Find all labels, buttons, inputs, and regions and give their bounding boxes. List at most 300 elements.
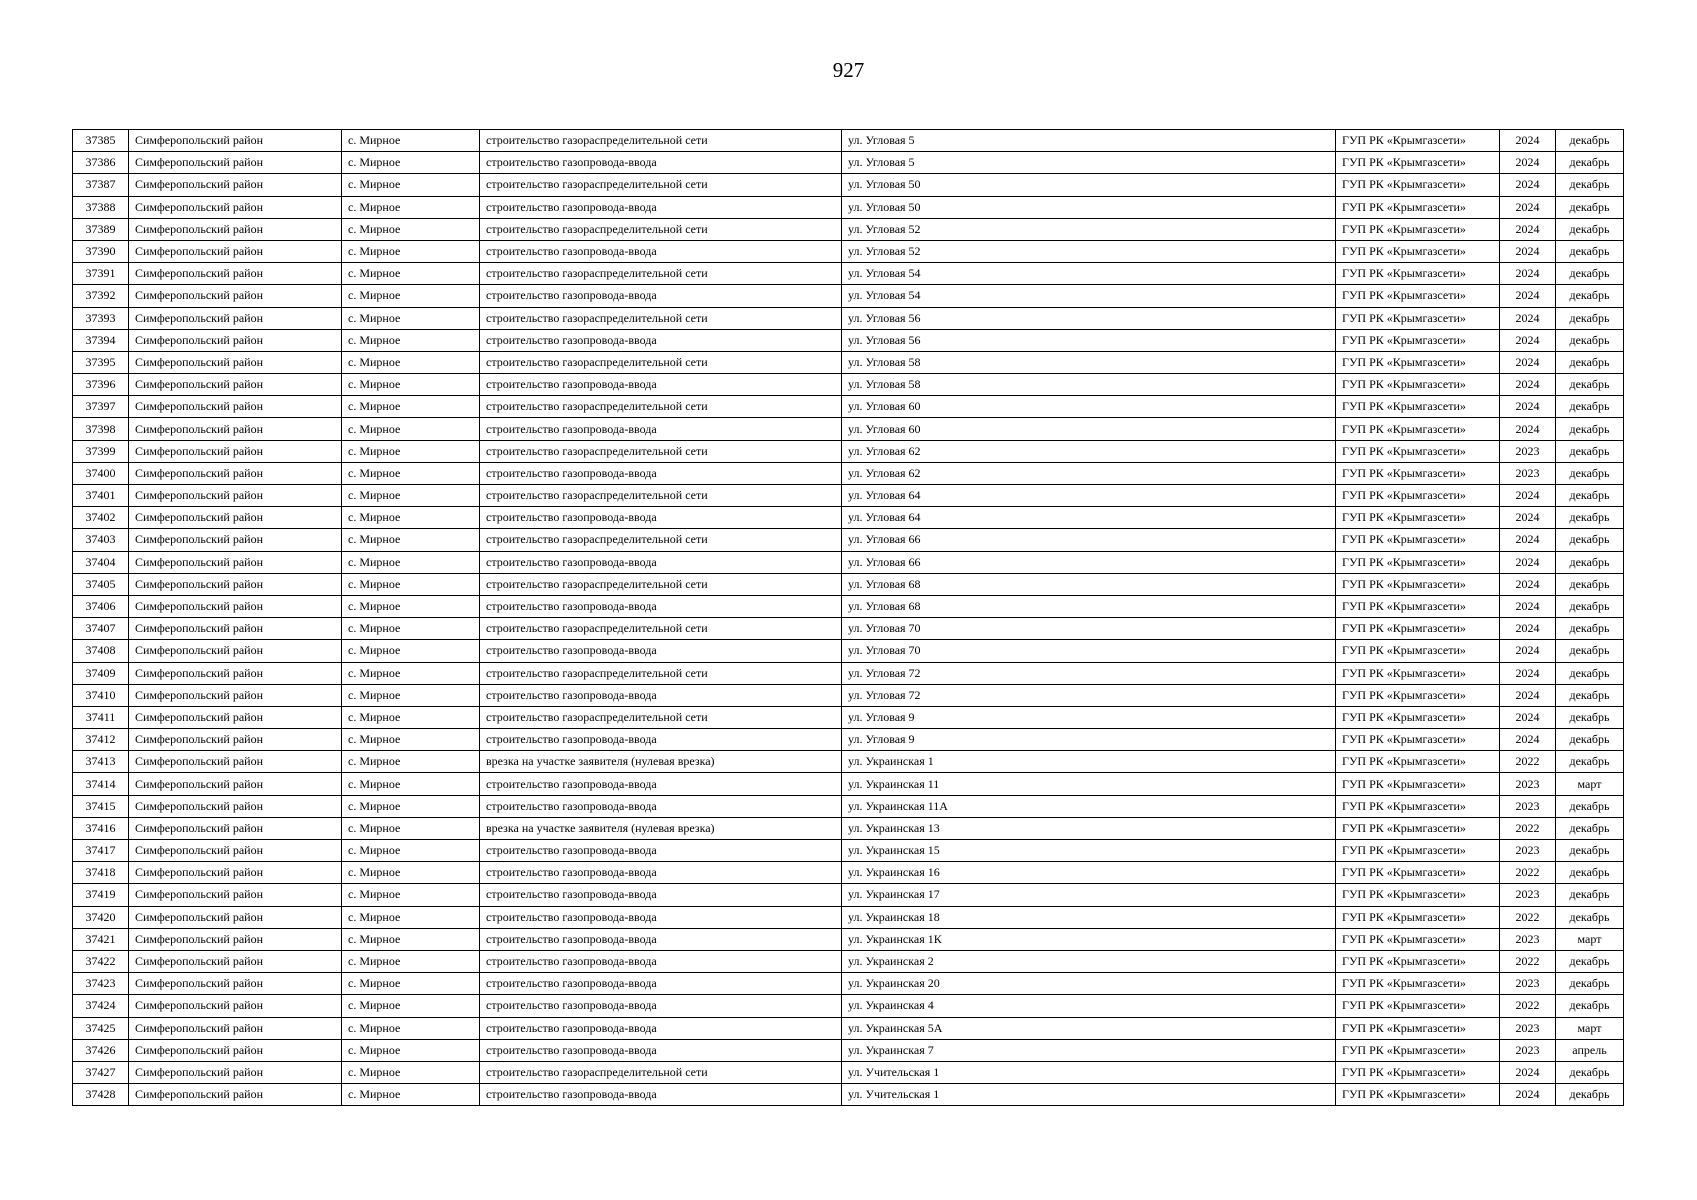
organization-cell: ГУП РК «Крымгазсети»	[1336, 684, 1500, 706]
table-row	[73, 751, 1624, 773]
year-cell: 2024	[1500, 196, 1556, 218]
table-row	[73, 817, 1624, 839]
table-row	[73, 950, 1624, 972]
organization-cell: ГУП РК «Крымгазсети»	[1336, 152, 1500, 174]
address-cell: ул. Украинская 4	[842, 995, 1336, 1017]
address-cell: ул. Угловая 54	[842, 263, 1336, 285]
month-cell: декабрь	[1556, 240, 1624, 262]
month-cell: декабрь	[1556, 729, 1624, 751]
month-cell: декабрь	[1556, 795, 1624, 817]
year-cell: 2022	[1500, 995, 1556, 1017]
table-row	[73, 729, 1624, 751]
year-cell: 2024	[1500, 573, 1556, 595]
month-cell: апрель	[1556, 1039, 1624, 1061]
district-cell: Симферопольский район	[129, 485, 342, 507]
address-cell: ул. Угловая 58	[842, 374, 1336, 396]
organization-cell: ГУП РК «Крымгазсети»	[1336, 573, 1500, 595]
district-cell: Симферопольский район	[129, 130, 342, 152]
address-cell: ул. Украинская 2	[842, 950, 1336, 972]
row-number: 37397	[73, 396, 129, 418]
month-cell: декабрь	[1556, 485, 1624, 507]
year-cell: 2022	[1500, 950, 1556, 972]
table-row	[73, 507, 1624, 529]
table-row	[73, 862, 1624, 884]
address-cell: ул. Угловая 68	[842, 595, 1336, 617]
month-cell: декабрь	[1556, 130, 1624, 152]
work-type-cell: строительство газопровода-ввода	[480, 884, 842, 906]
table-row	[73, 218, 1624, 240]
organization-cell: ГУП РК «Крымгазсети»	[1336, 928, 1500, 950]
work-type-cell: строительство газопровода-ввода	[480, 906, 842, 928]
year-cell: 2022	[1500, 906, 1556, 928]
settlement-cell: с. Мирное	[342, 706, 480, 728]
row-number: 37401	[73, 485, 129, 507]
organization-cell: ГУП РК «Крымгазсети»	[1336, 551, 1500, 573]
month-cell: декабрь	[1556, 884, 1624, 906]
row-number: 37409	[73, 662, 129, 684]
table-row	[73, 462, 1624, 484]
table-row	[73, 551, 1624, 573]
table-row	[73, 640, 1624, 662]
settlement-cell: с. Мирное	[342, 240, 480, 262]
work-type-cell: строительство газораспределительной сети	[480, 618, 842, 640]
district-cell: Симферопольский район	[129, 906, 342, 928]
year-cell: 2024	[1500, 551, 1556, 573]
settlement-cell: с. Мирное	[342, 573, 480, 595]
work-type-cell: строительство газопровода-ввода	[480, 418, 842, 440]
year-cell: 2024	[1500, 485, 1556, 507]
district-cell: Симферопольский район	[129, 418, 342, 440]
address-cell: ул. Угловая 5	[842, 152, 1336, 174]
month-cell: декабрь	[1556, 218, 1624, 240]
organization-cell: ГУП РК «Крымгазсети»	[1336, 817, 1500, 839]
district-cell: Симферопольский район	[129, 1084, 342, 1106]
work-type-cell: строительство газопровода-ввода	[480, 1039, 842, 1061]
table-row	[73, 263, 1624, 285]
table-row	[73, 418, 1624, 440]
table-row	[73, 440, 1624, 462]
settlement-cell: с. Мирное	[342, 950, 480, 972]
row-number: 37399	[73, 440, 129, 462]
organization-cell: ГУП РК «Крымгазсети»	[1336, 950, 1500, 972]
work-type-cell: строительство газораспределительной сети	[480, 485, 842, 507]
organization-cell: ГУП РК «Крымгазсети»	[1336, 307, 1500, 329]
month-cell: декабрь	[1556, 573, 1624, 595]
settlement-cell: с. Мирное	[342, 329, 480, 351]
month-cell: декабрь	[1556, 329, 1624, 351]
year-cell: 2024	[1500, 529, 1556, 551]
table-row	[73, 196, 1624, 218]
month-cell: декабрь	[1556, 706, 1624, 728]
work-type-cell: строительство газопровода-ввода	[480, 950, 842, 972]
organization-cell: ГУП РК «Крымгазсети»	[1336, 729, 1500, 751]
row-number: 37391	[73, 263, 129, 285]
district-cell: Симферопольский район	[129, 396, 342, 418]
month-cell: декабрь	[1556, 396, 1624, 418]
organization-cell: ГУП РК «Крымгазсети»	[1336, 462, 1500, 484]
address-cell: ул. Угловая 56	[842, 307, 1336, 329]
district-cell: Симферопольский район	[129, 795, 342, 817]
month-cell: декабрь	[1556, 196, 1624, 218]
district-cell: Симферопольский район	[129, 684, 342, 706]
work-type-cell: строительство газопровода-ввода	[480, 152, 842, 174]
table-row	[73, 485, 1624, 507]
work-type-cell: строительство газопровода-ввода	[480, 795, 842, 817]
district-cell: Симферопольский район	[129, 152, 342, 174]
work-type-cell: строительство газораспределительной сети	[480, 573, 842, 595]
month-cell: март	[1556, 773, 1624, 795]
district-cell: Симферопольский район	[129, 573, 342, 595]
organization-cell: ГУП РК «Крымгазсети»	[1336, 795, 1500, 817]
table-row	[73, 1039, 1624, 1061]
month-cell: декабрь	[1556, 662, 1624, 684]
year-cell: 2024	[1500, 174, 1556, 196]
organization-cell: ГУП РК «Крымгазсети»	[1336, 130, 1500, 152]
table-row	[73, 706, 1624, 728]
year-cell: 2024	[1500, 374, 1556, 396]
settlement-cell: с. Мирное	[342, 906, 480, 928]
table-row	[73, 529, 1624, 551]
year-cell: 2023	[1500, 795, 1556, 817]
address-cell: ул. Угловая 60	[842, 396, 1336, 418]
month-cell: декабрь	[1556, 551, 1624, 573]
work-type-cell: строительство газопровода-ввода	[480, 729, 842, 751]
table-row	[73, 329, 1624, 351]
district-cell: Симферопольский район	[129, 218, 342, 240]
district-cell: Симферопольский район	[129, 840, 342, 862]
row-number: 37417	[73, 840, 129, 862]
organization-cell: ГУП РК «Крымгазсети»	[1336, 529, 1500, 551]
table-row	[73, 374, 1624, 396]
row-number: 37427	[73, 1061, 129, 1083]
year-cell: 2024	[1500, 595, 1556, 617]
district-cell: Симферопольский район	[129, 640, 342, 662]
month-cell: декабрь	[1556, 351, 1624, 373]
table-row	[73, 973, 1624, 995]
row-number: 37396	[73, 374, 129, 396]
year-cell: 2023	[1500, 1039, 1556, 1061]
work-type-cell: строительство газораспределительной сети	[480, 706, 842, 728]
year-cell: 2024	[1500, 640, 1556, 662]
address-cell: ул. Украинская 1К	[842, 928, 1336, 950]
address-cell: ул. Угловая 70	[842, 640, 1336, 662]
organization-cell: ГУП РК «Крымгазсети»	[1336, 1039, 1500, 1061]
work-type-cell: строительство газопровода-ввода	[480, 1084, 842, 1106]
work-type-cell: строительство газопровода-ввода	[480, 1017, 842, 1039]
table-row	[73, 618, 1624, 640]
address-cell: ул. Украинская 5А	[842, 1017, 1336, 1039]
row-number: 37386	[73, 152, 129, 174]
organization-cell: ГУП РК «Крымгазсети»	[1336, 285, 1500, 307]
settlement-cell: с. Мирное	[342, 662, 480, 684]
month-cell: декабрь	[1556, 174, 1624, 196]
organization-cell: ГУП РК «Крымгазсети»	[1336, 1017, 1500, 1039]
table-row	[73, 595, 1624, 617]
year-cell: 2024	[1500, 351, 1556, 373]
address-cell: ул. Украинская 13	[842, 817, 1336, 839]
table-row	[73, 773, 1624, 795]
address-cell: ул. Угловая 52	[842, 218, 1336, 240]
page-number: 927	[832, 58, 865, 82]
organization-cell: ГУП РК «Крымгазсети»	[1336, 440, 1500, 462]
district-cell: Симферопольский район	[129, 462, 342, 484]
organization-cell: ГУП РК «Крымгазсети»	[1336, 995, 1500, 1017]
year-cell: 2024	[1500, 1061, 1556, 1083]
district-cell: Симферопольский район	[129, 196, 342, 218]
year-cell: 2024	[1500, 263, 1556, 285]
address-cell: ул. Украинская 1	[842, 751, 1336, 773]
row-number: 37394	[73, 329, 129, 351]
settlement-cell: с. Мирное	[342, 973, 480, 995]
table-row	[73, 396, 1624, 418]
organization-cell: ГУП РК «Крымгазсети»	[1336, 329, 1500, 351]
address-cell: ул. Угловая 5	[842, 130, 1336, 152]
table-row	[73, 285, 1624, 307]
year-cell: 2023	[1500, 884, 1556, 906]
year-cell: 2022	[1500, 817, 1556, 839]
organization-cell: ГУП РК «Крымгазсети»	[1336, 840, 1500, 862]
table-row	[73, 928, 1624, 950]
row-number: 37422	[73, 950, 129, 972]
year-cell: 2024	[1500, 418, 1556, 440]
district-cell: Симферопольский район	[129, 595, 342, 617]
organization-cell: ГУП РК «Крымгазсети»	[1336, 862, 1500, 884]
month-cell: март	[1556, 928, 1624, 950]
settlement-cell: с. Мирное	[342, 551, 480, 573]
row-number: 37405	[73, 573, 129, 595]
district-cell: Симферопольский район	[129, 884, 342, 906]
month-cell: декабрь	[1556, 307, 1624, 329]
month-cell: декабрь	[1556, 862, 1624, 884]
settlement-cell: с. Мирное	[342, 1061, 480, 1083]
work-type-cell: строительство газораспределительной сети	[480, 351, 842, 373]
row-number: 37406	[73, 595, 129, 617]
district-cell: Симферопольский район	[129, 773, 342, 795]
district-cell: Симферопольский район	[129, 995, 342, 1017]
table-row	[73, 906, 1624, 928]
work-type-cell: строительство газопровода-ввода	[480, 285, 842, 307]
row-number: 37390	[73, 240, 129, 262]
work-type-cell: строительство газопровода-ввода	[480, 973, 842, 995]
district-cell: Симферопольский район	[129, 551, 342, 573]
work-type-cell: строительство газопровода-ввода	[480, 862, 842, 884]
work-type-cell: строительство газораспределительной сети	[480, 218, 842, 240]
settlement-cell: с. Мирное	[342, 485, 480, 507]
settlement-cell: с. Мирное	[342, 817, 480, 839]
table-row	[73, 795, 1624, 817]
address-cell: ул. Украинская 7	[842, 1039, 1336, 1061]
row-number: 37385	[73, 130, 129, 152]
work-type-cell: строительство газопровода-ввода	[480, 507, 842, 529]
district-cell: Симферопольский район	[129, 817, 342, 839]
settlement-cell: с. Мирное	[342, 130, 480, 152]
month-cell: декабрь	[1556, 507, 1624, 529]
row-number: 37421	[73, 928, 129, 950]
organization-cell: ГУП РК «Крымгазсети»	[1336, 662, 1500, 684]
month-cell: декабрь	[1556, 418, 1624, 440]
settlement-cell: с. Мирное	[342, 618, 480, 640]
year-cell: 2024	[1500, 396, 1556, 418]
year-cell: 2023	[1500, 773, 1556, 795]
year-cell: 2023	[1500, 462, 1556, 484]
district-cell: Симферопольский район	[129, 973, 342, 995]
address-cell: ул. Угловая 58	[842, 351, 1336, 373]
address-cell: ул. Угловая 62	[842, 462, 1336, 484]
table-row	[73, 573, 1624, 595]
row-number: 37393	[73, 307, 129, 329]
district-cell: Симферопольский район	[129, 1061, 342, 1083]
table-row	[73, 307, 1624, 329]
work-type-cell: строительство газопровода-ввода	[480, 684, 842, 706]
address-cell: ул. Украинская 15	[842, 840, 1336, 862]
organization-cell: ГУП РК «Крымгазсети»	[1336, 706, 1500, 728]
month-cell: декабрь	[1556, 440, 1624, 462]
settlement-cell: с. Мирное	[342, 152, 480, 174]
district-cell: Симферопольский район	[129, 174, 342, 196]
settlement-cell: с. Мирное	[342, 640, 480, 662]
settlement-cell: с. Мирное	[342, 307, 480, 329]
work-type-cell: строительство газораспределительной сети	[480, 662, 842, 684]
address-cell: ул. Угловая 56	[842, 329, 1336, 351]
work-type-cell: строительство газораспределительной сети	[480, 1061, 842, 1083]
year-cell: 2024	[1500, 130, 1556, 152]
address-cell: ул. Угловая 50	[842, 196, 1336, 218]
organization-cell: ГУП РК «Крымгазсети»	[1336, 595, 1500, 617]
row-number: 37410	[73, 684, 129, 706]
table-row	[73, 152, 1624, 174]
row-number: 37414	[73, 773, 129, 795]
row-number: 37387	[73, 174, 129, 196]
district-cell: Симферопольский район	[129, 351, 342, 373]
year-cell: 2023	[1500, 440, 1556, 462]
row-number: 37425	[73, 1017, 129, 1039]
settlement-cell: с. Мирное	[342, 928, 480, 950]
settlement-cell: с. Мирное	[342, 684, 480, 706]
month-cell: декабрь	[1556, 817, 1624, 839]
work-type-cell: строительство газораспределительной сети	[480, 130, 842, 152]
district-cell: Симферопольский район	[129, 862, 342, 884]
table-row	[73, 662, 1624, 684]
organization-cell: ГУП РК «Крымгазсети»	[1336, 618, 1500, 640]
settlement-cell: с. Мирное	[342, 196, 480, 218]
work-type-cell: строительство газопровода-ввода	[480, 462, 842, 484]
table-row	[73, 684, 1624, 706]
row-number: 37398	[73, 418, 129, 440]
month-cell: декабрь	[1556, 285, 1624, 307]
year-cell: 2024	[1500, 218, 1556, 240]
settlement-cell: с. Мирное	[342, 795, 480, 817]
settlement-cell: с. Мирное	[342, 595, 480, 617]
address-cell: ул. Угловая 9	[842, 706, 1336, 728]
address-cell: ул. Украинская 16	[842, 862, 1336, 884]
work-type-cell: строительство газопровода-ввода	[480, 773, 842, 795]
table-row	[73, 130, 1624, 152]
settlement-cell: с. Мирное	[342, 862, 480, 884]
settlement-cell: с. Мирное	[342, 529, 480, 551]
settlement-cell: с. Мирное	[342, 1017, 480, 1039]
row-number: 37403	[73, 529, 129, 551]
year-cell: 2024	[1500, 152, 1556, 174]
district-cell: Симферопольский район	[129, 928, 342, 950]
district-cell: Симферопольский район	[129, 529, 342, 551]
row-number: 37395	[73, 351, 129, 373]
row-number: 37423	[73, 973, 129, 995]
district-cell: Симферопольский район	[129, 507, 342, 529]
work-type-cell: строительство газопровода-ввода	[480, 196, 842, 218]
year-cell: 2023	[1500, 840, 1556, 862]
registry-body	[73, 130, 1624, 1106]
organization-cell: ГУП РК «Крымгазсети»	[1336, 906, 1500, 928]
table-row	[73, 351, 1624, 373]
month-cell: декабрь	[1556, 462, 1624, 484]
work-type-cell: строительство газопровода-ввода	[480, 240, 842, 262]
settlement-cell: с. Мирное	[342, 462, 480, 484]
work-type-cell: строительство газораспределительной сети	[480, 174, 842, 196]
settlement-cell: с. Мирное	[342, 174, 480, 196]
year-cell: 2024	[1500, 618, 1556, 640]
year-cell: 2024	[1500, 307, 1556, 329]
settlement-cell: с. Мирное	[342, 884, 480, 906]
year-cell: 2024	[1500, 329, 1556, 351]
row-number: 37402	[73, 507, 129, 529]
month-cell: декабрь	[1556, 840, 1624, 862]
work-type-cell: врезка на участке заявителя (нулевая врезка)	[480, 751, 842, 773]
address-cell: ул. Украинская 11	[842, 773, 1336, 795]
settlement-cell: с. Мирное	[342, 418, 480, 440]
month-cell: декабрь	[1556, 973, 1624, 995]
year-cell: 2024	[1500, 507, 1556, 529]
district-cell: Симферопольский район	[129, 751, 342, 773]
address-cell: ул. Учительская 1	[842, 1061, 1336, 1083]
address-cell: ул. Угловая 62	[842, 440, 1336, 462]
settlement-cell: с. Мирное	[342, 773, 480, 795]
settlement-cell: с. Мирное	[342, 285, 480, 307]
district-cell: Симферопольский район	[129, 240, 342, 262]
month-cell: декабрь	[1556, 751, 1624, 773]
district-cell: Симферопольский район	[129, 1017, 342, 1039]
address-cell: ул. Угловая 72	[842, 662, 1336, 684]
row-number: 37415	[73, 795, 129, 817]
year-cell: 2024	[1500, 662, 1556, 684]
table-row	[73, 240, 1624, 262]
table-row	[73, 840, 1624, 862]
work-type-cell: строительство газопровода-ввода	[480, 640, 842, 662]
address-cell: ул. Украинская 11А	[842, 795, 1336, 817]
year-cell: 2023	[1500, 928, 1556, 950]
settlement-cell: с. Мирное	[342, 507, 480, 529]
table-row	[73, 1084, 1624, 1106]
settlement-cell: с. Мирное	[342, 840, 480, 862]
organization-cell: ГУП РК «Крымгазсети»	[1336, 218, 1500, 240]
year-cell: 2022	[1500, 751, 1556, 773]
month-cell: декабрь	[1556, 1084, 1624, 1106]
work-type-cell: строительство газопровода-ввода	[480, 840, 842, 862]
district-cell: Симферопольский район	[129, 374, 342, 396]
work-type-cell: строительство газораспределительной сети	[480, 529, 842, 551]
month-cell: декабрь	[1556, 950, 1624, 972]
organization-cell: ГУП РК «Крымгазсети»	[1336, 174, 1500, 196]
row-number: 37411	[73, 706, 129, 728]
work-type-cell: строительство газораспределительной сети	[480, 396, 842, 418]
table-row	[73, 884, 1624, 906]
organization-cell: ГУП РК «Крымгазсети»	[1336, 196, 1500, 218]
district-cell: Симферопольский район	[129, 706, 342, 728]
row-number: 37424	[73, 995, 129, 1017]
work-type-cell: строительство газораспределительной сети	[480, 263, 842, 285]
row-number: 37408	[73, 640, 129, 662]
year-cell: 2022	[1500, 862, 1556, 884]
registry-table	[72, 129, 1624, 1106]
